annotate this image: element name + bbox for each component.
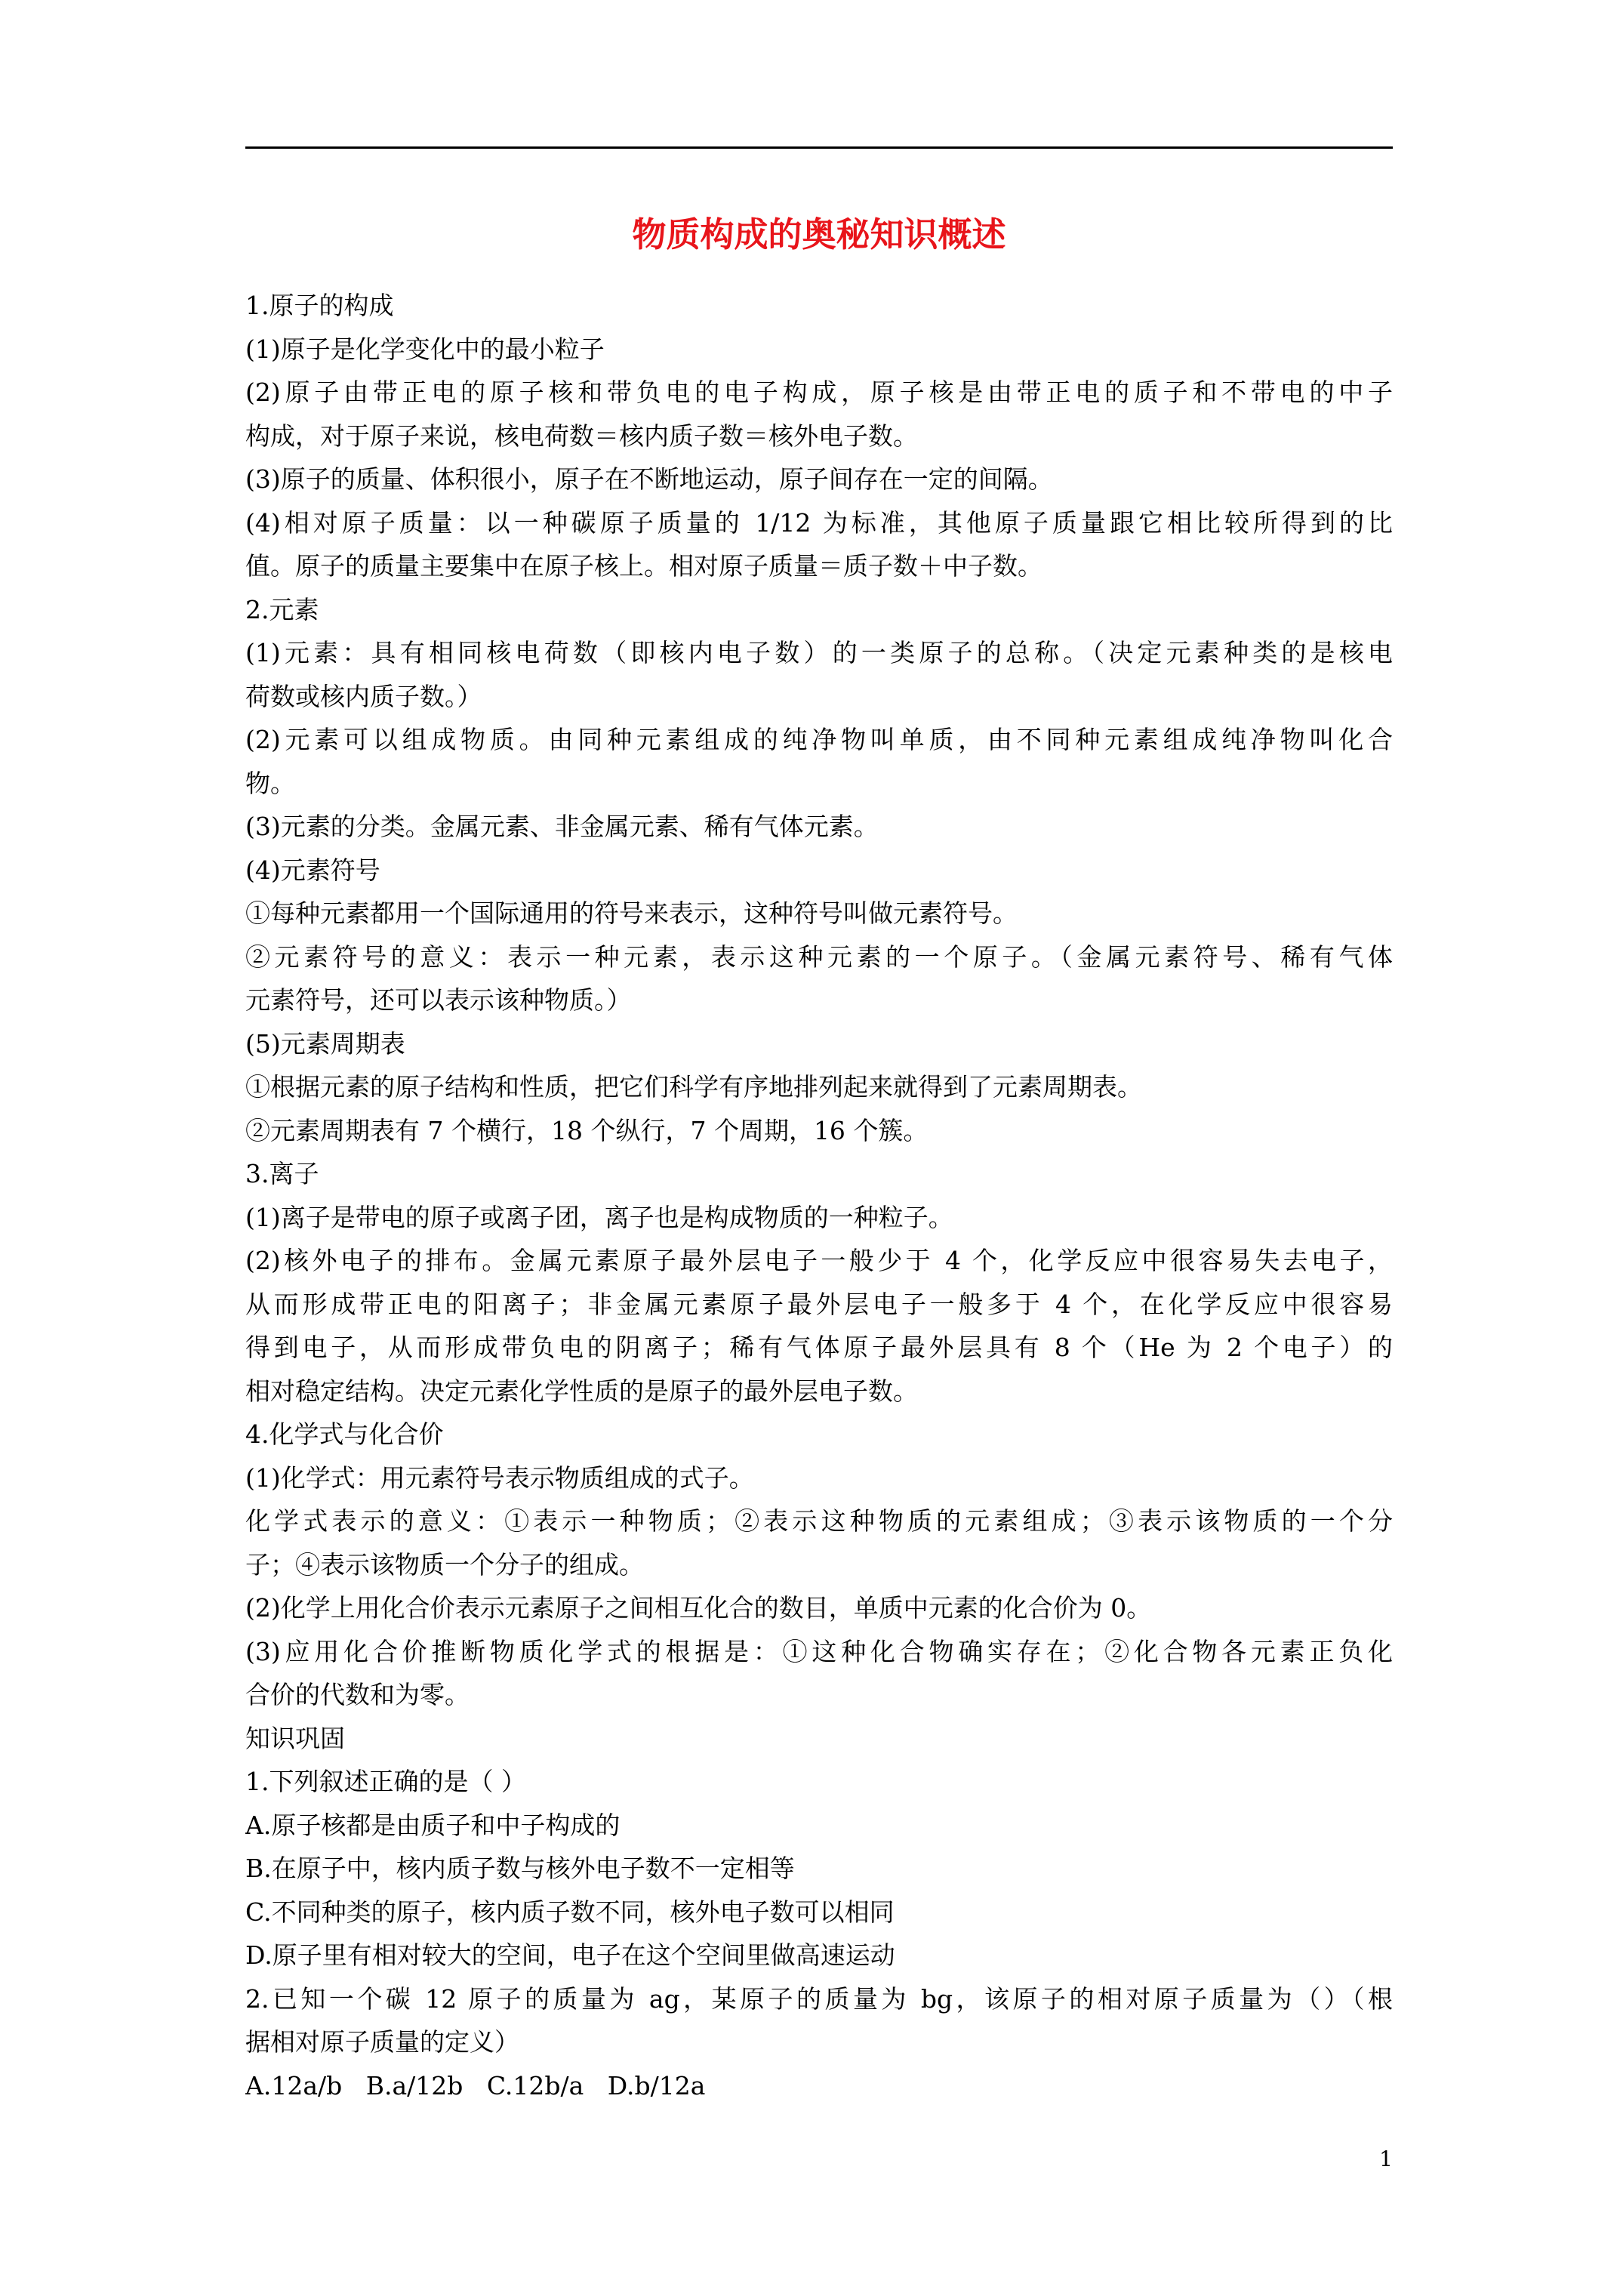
text-line: (2)核外电子的排布。金属元素原子最外层电子一般少于 4 个，化学反应中很容易失去电子， xyxy=(245,1246,1393,1275)
text-line: (4)相对原子质量：以一种碳原子质量的 1/12 为标准，其他原子质量跟它相比较所得到的比 xyxy=(245,507,1393,538)
text-line: (5)元素周期表 xyxy=(245,1028,405,1059)
section-heading-elements: 2.元素 xyxy=(245,594,319,624)
question-2-options: A.12a/b B.a/12b C.12b/a D.b/12a xyxy=(245,2070,706,2100)
text-line: 合价的代数和为零。 xyxy=(245,1680,470,1709)
text-line: ①每种元素都用一个国际通用的符号来表示，这种符号叫做元素符号。 xyxy=(245,898,1018,928)
section-heading-ions: 3.离子 xyxy=(245,1159,319,1188)
section-heading-atom-structure: 1.原子的构成 xyxy=(245,291,394,320)
text-line: (1)化学式：用元素符号表示物质组成的式子。 xyxy=(245,1462,754,1493)
question-1-option-c: C.不同种类的原子，核内质子数不同，核外电子数可以相同 xyxy=(245,1897,895,1927)
text-line: ①根据元素的原子结构和性质，把它们科学有序地排列起来就得到了元素周期表。 xyxy=(245,1072,1142,1102)
text-line: 从而形成带正电的阳离子；非金属元素原子最外层电子一般多于 4 个，在化学反应中很容易 xyxy=(245,1289,1393,1319)
text-line: 物。 xyxy=(245,768,295,798)
text-line: 构成，对于原子来说，核电荷数＝核内质子数＝核外电子数。 xyxy=(245,421,918,451)
text-line: (3)元素的分类。金属元素、非金属元素、稀有气体元素。 xyxy=(245,812,879,841)
text-line: 得到电子，从而形成带负电的阴离子；稀有气体原子最外层具有 8 个（He 为 2 个电子）的 xyxy=(245,1333,1393,1362)
text-line: 子；④表示该物质一个分子的组成。 xyxy=(245,1549,644,1579)
text-line: (1)元素：具有相同核电荷数（即核内电子数）的一类原子的总称。（决定元素种类的是核电 xyxy=(245,638,1393,667)
text-line: (1)离子是带电的原子或离子团，离子也是构成物质的一种粒子。 xyxy=(245,1202,953,1232)
text-line: 值。原子的质量主要集中在原子核上。相对原子质量＝质子数＋中子数。 xyxy=(245,551,1042,581)
document-title: 物质构成的奥秘知识概述 xyxy=(632,214,1006,254)
question-1-option-d: D.原子里有相对较大的空间，电子在这个空间里做高速运动 xyxy=(245,1940,895,1970)
document-body xyxy=(245,284,1393,2107)
text-line: 相对稳定结构。决定元素化学性质的是原子的最外层电子数。 xyxy=(245,1376,918,1406)
question-1: 1.下列叙述正确的是（ ） xyxy=(245,1767,526,1796)
text-line: 化学式表示的意义：①表示一种物质；②表示这种物质的元素组成；③表示该物质的一个分 xyxy=(245,1506,1393,1536)
text-line: (2)化学上用化合价表示元素原子之间相互化合的数目，单质中元素的化合价为 0。 xyxy=(245,1593,1152,1623)
text-line: ②元素符号的意义：表示一种元素，表示这种元素的一个原子。（金属元素符号、稀有气体 xyxy=(245,942,1393,972)
text-line: (1)原子是化学变化中的最小粒子 xyxy=(245,334,605,364)
section-heading-practice: 知识巩固 xyxy=(245,1723,345,1753)
page-number: 1 xyxy=(1379,2147,1393,2171)
text-line: (2)原子由带正电的原子核和带负电的电子构成，原子核是由带正电的质子和不带电的中子 xyxy=(245,378,1393,407)
header-rule xyxy=(245,146,1393,149)
text-line: (3)原子的质量、体积很小，原子在不断地运动，原子间存在一定的间隔。 xyxy=(245,464,1053,494)
text-line: (4)元素符号 xyxy=(245,855,380,885)
text-line: (3)应用化合价推断物质化学式的根据是：①这种化合物确实存在；②化合物各元素正负化 xyxy=(245,1636,1393,1666)
text-line: 荷数或核内质子数。） xyxy=(245,681,482,711)
question-1-option-b: B.在原子中，核内质子数与核外电子数不一定相等 xyxy=(245,1854,795,1883)
text-line: ②元素周期表有 7 个横行，18 个纵行，7 个周期，16 个簇。 xyxy=(245,1115,929,1145)
section-heading-formula-valence: 4.化学式与化合价 xyxy=(245,1419,444,1449)
question-2: 2.已知一个碳 12 原子的质量为 ag，某原子的质量为 bg，该原子的相对原子质量为（）（根 xyxy=(245,1983,1393,2014)
text-line: (2)元素可以组成物质。由同种元素组成的纯净物叫单质，由不同种元素组成纯净物叫化合 xyxy=(245,725,1393,754)
text-line: 元素符号，还可以表示该种物质。） xyxy=(245,985,632,1015)
question-1-option-a: A.原子核都是由质子和中子构成的 xyxy=(245,1810,621,1840)
question-2-continued: 据相对原子质量的定义） xyxy=(245,2027,519,2057)
